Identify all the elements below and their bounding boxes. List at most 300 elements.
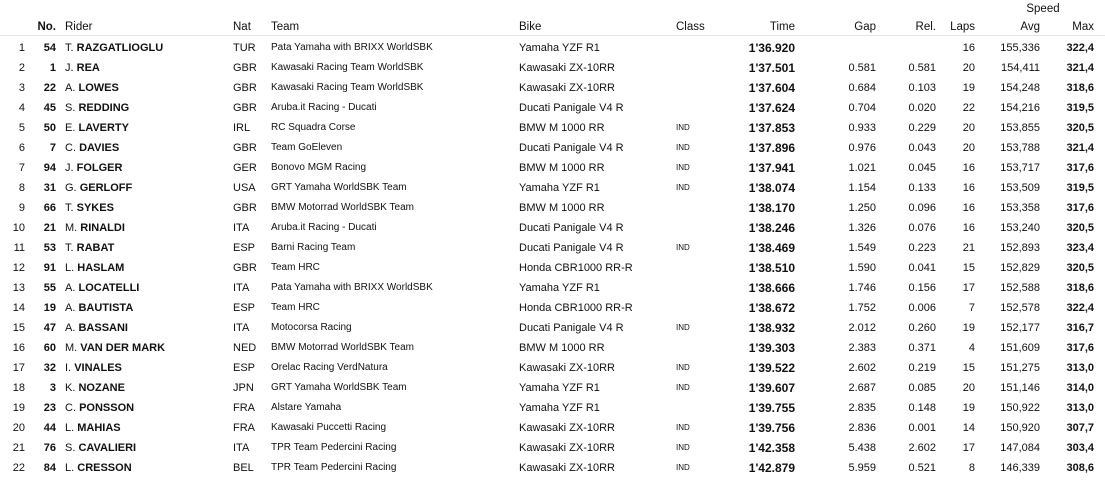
avg-speed: 153,358 xyxy=(1000,202,1040,214)
class-badge: IND xyxy=(676,463,690,472)
nationality: ESP xyxy=(233,362,256,374)
gap: 0.581 xyxy=(848,62,876,74)
max-speed: 323,4 xyxy=(1066,242,1094,254)
bike: Yamaha YZF R1 xyxy=(519,42,600,54)
header-no: No. xyxy=(37,21,56,33)
avg-speed: 153,240 xyxy=(1000,222,1040,234)
lap-time: 1'38.666 xyxy=(748,281,795,295)
position: 13 xyxy=(12,282,25,294)
relative-gap: 0.001 xyxy=(908,422,936,434)
lap-time: 1'37.604 xyxy=(748,81,795,95)
bike: Ducati Panigale V4 R xyxy=(519,322,624,334)
bike: Honda CBR1000 RR-R xyxy=(519,262,633,274)
position: 18 xyxy=(12,382,25,394)
position: 6 xyxy=(18,142,25,154)
team: TPR Team Pedercini Racing xyxy=(271,442,397,453)
team: Motocorsa Racing xyxy=(271,322,352,333)
avg-speed: 150,922 xyxy=(1000,402,1040,414)
class-badge: IND xyxy=(676,443,690,452)
rider-number: 54 xyxy=(43,42,56,54)
avg-speed: 152,578 xyxy=(1000,302,1040,314)
avg-speed: 153,509 xyxy=(1000,182,1040,194)
rider-number: 76 xyxy=(43,442,56,454)
laps: 19 xyxy=(962,402,975,414)
rider-initial: T. xyxy=(65,42,74,54)
team: Pata Yamaha with BRIXX WorldSBK xyxy=(271,42,433,53)
max-speed: 322,4 xyxy=(1066,302,1094,314)
gap: 1.250 xyxy=(848,202,876,214)
avg-speed: 153,855 xyxy=(1000,122,1040,134)
rider-surname: RABAT xyxy=(76,242,115,254)
max-speed: 313,0 xyxy=(1066,362,1094,374)
relative-gap: 0.043 xyxy=(908,142,936,154)
avg-speed: 153,717 xyxy=(1000,162,1040,174)
nationality: GER xyxy=(233,162,257,174)
table-row xyxy=(0,258,1105,278)
rider-surname: CRESSON xyxy=(77,462,132,474)
nationality: ITA xyxy=(233,282,250,294)
relative-gap: 0.045 xyxy=(908,162,936,174)
rider-name xyxy=(65,458,225,478)
table-row xyxy=(0,218,1105,238)
laps: 21 xyxy=(962,242,975,254)
laps: 19 xyxy=(962,82,975,94)
relative-gap: 0.219 xyxy=(908,362,936,374)
bike: Kawasaki ZX-10RR xyxy=(519,442,615,454)
table-row xyxy=(0,458,1105,478)
rider-initial: T. xyxy=(65,202,74,214)
rider-surname: PONSSON xyxy=(79,402,135,414)
lap-time: 1'38.510 xyxy=(748,261,795,275)
gap: 0.976 xyxy=(848,142,876,154)
rider-name xyxy=(65,438,225,458)
position: 15 xyxy=(12,322,25,334)
lap-time: 1'37.501 xyxy=(748,61,795,75)
team: Aruba.it Racing - Ducati xyxy=(271,222,377,233)
rider-surname: SYKES xyxy=(76,202,114,214)
avg-speed: 152,829 xyxy=(1000,262,1040,274)
relative-gap: 0.041 xyxy=(908,262,936,274)
bike: Yamaha YZF R1 xyxy=(519,282,600,294)
relative-gap: 0.103 xyxy=(908,82,936,94)
header-rider: Rider xyxy=(65,21,93,33)
rider-initial: I. xyxy=(65,362,72,374)
nationality: IRL xyxy=(233,122,251,134)
gap: 2.836 xyxy=(848,422,876,434)
bike: Yamaha YZF R1 xyxy=(519,402,600,414)
position: 7 xyxy=(18,162,25,174)
nationality: GBR xyxy=(233,142,257,154)
bike: Ducati Panigale V4 R xyxy=(519,102,624,114)
gap: 0.684 xyxy=(848,82,876,94)
position: 20 xyxy=(12,422,25,434)
relative-gap: 0.148 xyxy=(908,402,936,414)
team: Alstare Yamaha xyxy=(271,402,342,413)
header-divider xyxy=(0,35,1105,36)
bike: Yamaha YZF R1 xyxy=(519,382,600,394)
rider-number: 31 xyxy=(43,182,56,194)
team: GRT Yamaha WorldSBK Team xyxy=(271,182,407,193)
team: Barni Racing Team xyxy=(271,242,356,253)
rider-number: 44 xyxy=(43,422,56,434)
position: 21 xyxy=(12,442,25,454)
table-row xyxy=(0,78,1105,98)
max-speed: 313,0 xyxy=(1066,402,1094,414)
relative-gap: 0.006 xyxy=(908,302,936,314)
rider-name xyxy=(65,218,225,238)
rider-surname: RAZGATLIOGLU xyxy=(76,42,164,54)
lap-time: 1'38.469 xyxy=(748,241,795,255)
nationality: USA xyxy=(233,182,256,194)
table-row xyxy=(0,38,1105,58)
lap-time: 1'38.170 xyxy=(748,201,795,215)
rider-name xyxy=(65,378,225,398)
rider-name xyxy=(65,318,225,338)
max-speed: 321,4 xyxy=(1066,62,1094,74)
rider-number: 32 xyxy=(43,362,56,374)
team: GRT Yamaha WorldSBK Team xyxy=(271,382,407,393)
table-row xyxy=(0,58,1105,78)
rider-surname: REA xyxy=(76,62,100,74)
header-time: Time xyxy=(769,21,795,33)
table-header xyxy=(0,19,1105,35)
table-row xyxy=(0,318,1105,338)
lap-time: 1'38.672 xyxy=(748,301,795,315)
rider-surname: LOCATELLI xyxy=(78,282,140,294)
header-gap: Gap xyxy=(854,21,876,33)
rider-number: 19 xyxy=(43,302,56,314)
max-speed: 317,6 xyxy=(1066,202,1094,214)
max-speed: 303,4 xyxy=(1066,442,1094,454)
rider-initial: G. xyxy=(65,182,77,194)
nationality: ESP xyxy=(233,302,256,314)
rider-number: 94 xyxy=(43,162,56,174)
laps: 22 xyxy=(962,102,975,114)
class-badge: IND xyxy=(676,243,690,252)
relative-gap: 0.260 xyxy=(908,322,936,334)
bike: Kawasaki ZX-10RR xyxy=(519,82,615,94)
gap: 1.746 xyxy=(848,282,876,294)
rider-name xyxy=(65,198,225,218)
rider-surname: MAHIAS xyxy=(77,422,121,434)
rider-name xyxy=(65,258,225,278)
rider-surname: LAVERTY xyxy=(78,122,129,134)
bike: Ducati Panigale V4 R xyxy=(519,242,624,254)
class-badge: IND xyxy=(676,183,690,192)
relative-gap: 0.020 xyxy=(908,102,936,114)
class-badge: IND xyxy=(676,143,690,152)
gap: 0.933 xyxy=(848,122,876,134)
rider-initial: K. xyxy=(65,382,76,394)
nationality: ITA xyxy=(233,442,250,454)
rider-name xyxy=(65,418,225,438)
max-speed: 320,5 xyxy=(1066,222,1094,234)
position: 12 xyxy=(12,262,25,274)
position: 11 xyxy=(13,242,25,254)
lap-time: 1'39.756 xyxy=(748,421,795,435)
lap-time: 1'37.853 xyxy=(748,121,795,135)
avg-speed: 155,336 xyxy=(1000,42,1040,54)
bike: Honda CBR1000 RR-R xyxy=(519,302,633,314)
bike: Kawasaki ZX-10RR xyxy=(519,362,615,374)
max-speed: 317,6 xyxy=(1066,342,1094,354)
relative-gap: 0.581 xyxy=(908,62,936,74)
header-bike: Bike xyxy=(519,21,542,33)
laps: 15 xyxy=(962,362,975,374)
rider-number: 47 xyxy=(43,322,56,334)
laps: 16 xyxy=(962,182,975,194)
class-badge: IND xyxy=(676,323,690,332)
table-row xyxy=(0,398,1105,418)
rider-initial: C. xyxy=(65,402,76,414)
laps: 17 xyxy=(962,442,975,454)
rider-surname: FOLGER xyxy=(76,162,123,174)
rider-name xyxy=(65,78,225,98)
position: 14 xyxy=(12,302,25,314)
avg-speed: 151,146 xyxy=(1000,382,1040,394)
position: 9 xyxy=(18,202,25,214)
relative-gap: 0.371 xyxy=(908,342,936,354)
laps: 16 xyxy=(962,42,975,54)
rider-name xyxy=(65,298,225,318)
rider-initial: A. xyxy=(65,302,76,314)
rider-number: 22 xyxy=(43,82,56,94)
relative-gap: 0.156 xyxy=(908,282,936,294)
nationality: JPN xyxy=(233,382,254,394)
gap: 2.602 xyxy=(848,362,876,374)
avg-speed: 146,339 xyxy=(1000,462,1040,474)
laps: 20 xyxy=(962,382,975,394)
rider-initial: A. xyxy=(65,82,76,94)
position: 5 xyxy=(18,122,25,134)
lap-time: 1'38.932 xyxy=(748,321,795,335)
lap-time: 1'39.607 xyxy=(748,381,795,395)
lap-time: 1'38.246 xyxy=(748,221,795,235)
team: TPR Team Pedercini Racing xyxy=(271,462,397,473)
relative-gap: 0.521 xyxy=(908,462,936,474)
avg-speed: 154,216 xyxy=(1000,102,1040,114)
team: Team GoEleven xyxy=(271,142,343,153)
avg-speed: 150,920 xyxy=(1000,422,1040,434)
rider-initial: L. xyxy=(65,422,75,434)
header-avg: Avg xyxy=(1020,21,1040,33)
avg-speed: 154,411 xyxy=(1001,62,1040,74)
avg-speed: 151,275 xyxy=(1000,362,1040,374)
rider-name xyxy=(65,178,225,198)
rider-initial: A. xyxy=(65,322,76,334)
max-speed: 321,4 xyxy=(1066,142,1094,154)
rider-number: 50 xyxy=(43,122,56,134)
gap: 1.549 xyxy=(848,242,876,254)
rider-surname: NOZANE xyxy=(78,382,125,394)
table-row xyxy=(0,118,1105,138)
table-row xyxy=(0,438,1105,458)
table-row xyxy=(0,178,1105,198)
class-badge: IND xyxy=(676,123,690,132)
header-team: Team xyxy=(271,21,300,33)
rider-name xyxy=(65,338,225,358)
gap: 2.012 xyxy=(848,322,876,334)
gap: 2.687 xyxy=(848,382,876,394)
rider-number: 66 xyxy=(43,202,56,214)
laps: 20 xyxy=(962,142,975,154)
bike: Ducati Panigale V4 R xyxy=(519,142,624,154)
team: Team HRC xyxy=(271,302,320,313)
lap-time: 1'37.624 xyxy=(748,101,795,115)
table-row xyxy=(0,278,1105,298)
class-badge: IND xyxy=(676,383,690,392)
relative-gap: 0.223 xyxy=(908,242,936,254)
gap: 2.835 xyxy=(848,402,876,414)
table-row xyxy=(0,158,1105,178)
relative-gap: 0.085 xyxy=(908,382,936,394)
rider-initial: J. xyxy=(65,162,74,174)
rider-surname: GERLOFF xyxy=(79,182,133,194)
nationality: FRA xyxy=(233,422,255,434)
rider-surname: RINALDI xyxy=(80,222,125,234)
rider-surname: DAVIES xyxy=(79,142,120,154)
gap: 1.021 xyxy=(848,162,876,174)
rider-initial: E. xyxy=(65,122,76,134)
team: BMW Motorrad WorldSBK Team xyxy=(271,202,415,213)
rider-initial: T. xyxy=(65,242,74,254)
rider-number: 91 xyxy=(43,262,56,274)
position: 3 xyxy=(18,82,25,94)
bike: BMW M 1000 RR xyxy=(519,202,605,214)
table-row xyxy=(0,358,1105,378)
position: 17 xyxy=(12,362,25,374)
avg-speed: 152,588 xyxy=(1000,282,1040,294)
bike: Ducati Panigale V4 R xyxy=(519,222,624,234)
avg-speed: 151,609 xyxy=(1000,342,1040,354)
rider-number: 53 xyxy=(43,242,56,254)
header-max: Max xyxy=(1072,21,1094,33)
rider-initial: C. xyxy=(65,142,76,154)
table-row xyxy=(0,98,1105,118)
lap-time: 1'37.941 xyxy=(748,161,795,175)
speed-group-header: Speed xyxy=(1026,3,1060,15)
avg-speed: 147,084 xyxy=(1000,442,1040,454)
lap-time: 1'39.303 xyxy=(748,341,795,355)
rider-name xyxy=(65,98,225,118)
nationality: GBR xyxy=(233,102,257,114)
header-rel: Rel. xyxy=(915,21,936,33)
results-table-body xyxy=(0,38,1105,478)
rider-name xyxy=(65,398,225,418)
rider-number: 45 xyxy=(43,102,56,114)
team: Kawasaki Racing Team WorldSBK xyxy=(271,82,424,93)
position: 19 xyxy=(12,402,25,414)
rider-initial: M. xyxy=(65,342,78,354)
nationality: GBR xyxy=(233,62,257,74)
relative-gap: 0.096 xyxy=(908,202,936,214)
max-speed: 320,5 xyxy=(1066,262,1094,274)
rider-surname: CAVALIERI xyxy=(78,442,137,454)
gap: 2.383 xyxy=(848,342,876,354)
laps: 16 xyxy=(962,222,975,234)
laps: 20 xyxy=(962,122,975,134)
rider-initial: L. xyxy=(65,262,75,274)
laps: 20 xyxy=(962,62,975,74)
team: Orelac Racing VerdNatura xyxy=(271,362,388,373)
rider-name xyxy=(65,158,225,178)
laps: 7 xyxy=(968,302,975,314)
laps: 8 xyxy=(968,462,975,474)
rider-number: 60 xyxy=(43,342,56,354)
position: 22 xyxy=(12,462,25,474)
team: Aruba.it Racing - Ducati xyxy=(271,102,377,113)
relative-gap: 0.076 xyxy=(908,222,936,234)
rider-surname: REDDING xyxy=(78,102,130,114)
avg-speed: 152,177 xyxy=(1000,322,1040,334)
team: RC Squadra Corse xyxy=(271,122,356,133)
nationality: GBR xyxy=(233,262,257,274)
gap: 0.704 xyxy=(848,102,876,114)
nationality: NED xyxy=(233,342,257,354)
lap-time: 1'42.879 xyxy=(748,461,795,475)
nationality: FRA xyxy=(233,402,255,414)
bike: Kawasaki ZX-10RR xyxy=(519,62,615,74)
class-badge: IND xyxy=(676,363,690,372)
gap: 5.438 xyxy=(848,442,876,454)
laps: 4 xyxy=(968,342,975,354)
max-speed: 308,6 xyxy=(1066,462,1094,474)
rider-initial: S. xyxy=(65,442,76,454)
table-row xyxy=(0,298,1105,318)
avg-speed: 153,788 xyxy=(1000,142,1040,154)
nationality: ITA xyxy=(233,322,250,334)
bike: BMW M 1000 RR xyxy=(519,162,605,174)
position: 1 xyxy=(18,42,25,54)
header-class: Class xyxy=(676,21,705,33)
laps: 14 xyxy=(962,422,975,434)
relative-gap: 0.133 xyxy=(908,182,936,194)
position: 10 xyxy=(12,222,25,234)
team: Team HRC xyxy=(271,262,320,273)
laps: 19 xyxy=(962,322,975,334)
laps: 16 xyxy=(962,162,975,174)
bike: BMW M 1000 RR xyxy=(519,122,605,134)
rider-surname: VINALES xyxy=(74,362,122,374)
rider-initial: J. xyxy=(65,62,74,74)
rider-initial: M. xyxy=(65,222,78,234)
gap: 1.154 xyxy=(848,182,876,194)
max-speed: 316,7 xyxy=(1066,322,1094,334)
class-badge: IND xyxy=(676,423,690,432)
relative-gap: 0.229 xyxy=(908,122,936,134)
lap-time: 1'39.522 xyxy=(748,361,795,375)
lap-time: 1'38.074 xyxy=(748,181,795,195)
rider-initial: S. xyxy=(65,102,76,114)
gap: 5.959 xyxy=(848,462,876,474)
team: Kawasaki Racing Team WorldSBK xyxy=(271,62,424,73)
rider-name xyxy=(65,238,225,258)
bike: Kawasaki ZX-10RR xyxy=(519,422,615,434)
max-speed: 314,0 xyxy=(1066,382,1094,394)
relative-gap: 2.602 xyxy=(908,442,936,454)
gap: 1.752 xyxy=(848,302,876,314)
rider-number: 84 xyxy=(43,462,56,474)
nationality: ITA xyxy=(233,222,250,234)
rider-initial: A. xyxy=(65,282,76,294)
rider-surname: VAN DER MARK xyxy=(80,342,166,354)
table-row xyxy=(0,418,1105,438)
rider-number: 21 xyxy=(43,222,56,234)
rider-number: 3 xyxy=(49,382,56,394)
table-row xyxy=(0,198,1105,218)
rider-name xyxy=(65,138,225,158)
rider-name xyxy=(65,58,225,78)
